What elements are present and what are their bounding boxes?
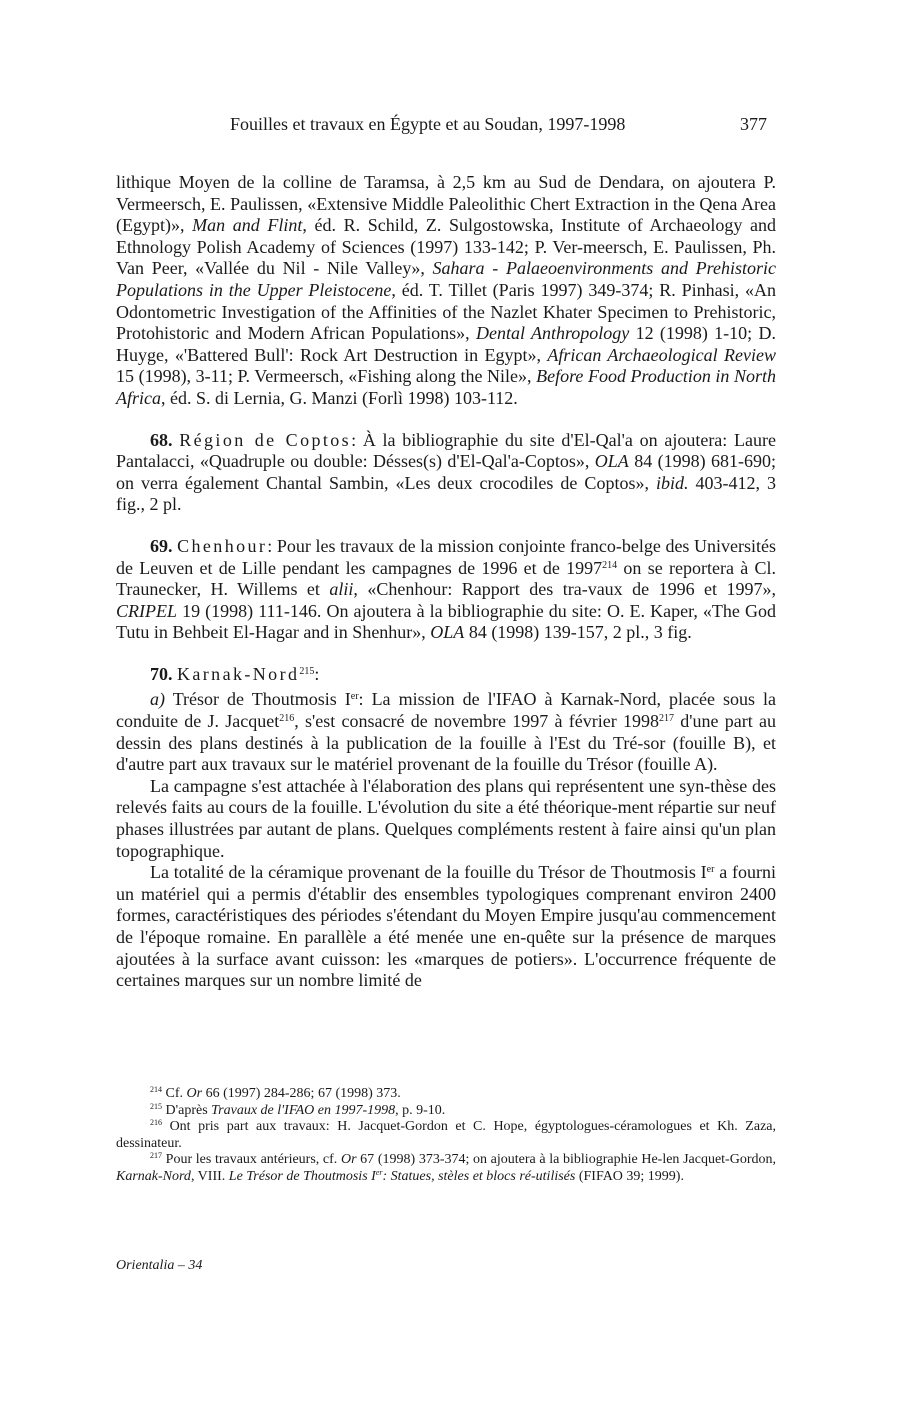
text-run: 15 (1998), 3-11; P. Vermeersch, «Fishing along the Nile», bbox=[116, 366, 537, 387]
text-run: d'une part au dessin des plans destinés à la publication de la fouille à l'Est du Tré-sor (fouille B), et d'autre part aux travaux sur le matériel provenant de la fouille du Trésor (fouille A). bbox=[116, 711, 776, 775]
page-number: 377 bbox=[740, 114, 767, 134]
footnote-number: 214 bbox=[150, 1085, 162, 1094]
text-run: D'après bbox=[162, 1102, 212, 1118]
text-run: , éd. S. di Lernia, G. Manzi (Forlì 1998) 103-112. bbox=[161, 387, 518, 408]
section-69 bbox=[116, 536, 776, 644]
text-run: , s'est consacré de novembre 1997 à février 1998 bbox=[294, 711, 659, 732]
ordinal-suffix: er bbox=[706, 864, 715, 876]
section-70-p2: La campagne s'est attachée à l'élaboration des plans qui représentent une syn-thèse des relevés faits au cours de la fouille. L'évolution du site a été théorique-ment répartie sur neuf phases illustrées par autant de plans. Quelques compléments restent à faire ainsi qu'un plan topographique. bbox=[116, 775, 776, 861]
section-70-heading bbox=[116, 664, 776, 686]
page-signature: Orientalia – 34 bbox=[116, 1258, 203, 1273]
italic-title: Man and Flint bbox=[192, 215, 303, 236]
italic-title: Sahara - Palaeoenvironments and Prehistoric Populations in the Upper Pleistocene bbox=[116, 258, 776, 300]
italic-title: Or bbox=[340, 1152, 357, 1167]
section-number: 68. bbox=[150, 429, 173, 450]
running-title: Fouilles et travaux en Égypte et au Soudan, 1997-1998 bbox=[230, 114, 626, 134]
text-run: Pour les travaux antérieurs, cf. bbox=[162, 1152, 341, 1167]
footnote-number: 215 bbox=[150, 1101, 162, 1111]
text-run: : À la bibliographie du site d'El-Qal'a on ajoutera: Laure Pantalacci, «Quadruple ou double: Désses(s) d'El-Qal'a-Coptos», bbox=[116, 429, 776, 472]
item-label: a) bbox=[150, 689, 165, 710]
italic-title: : Statues, stèles et blocs ré-utilisés bbox=[382, 1168, 576, 1184]
section-number: 70. bbox=[150, 663, 173, 684]
ordinal-suffix: er bbox=[375, 1167, 383, 1177]
section-heading: Karnak-Nord bbox=[177, 663, 300, 684]
text-run: Ont pris part aux travaux: H. Jacquet-Gordon et C. Hope, égyptologues-céramologues et Kh. Zaza, dessinateur. bbox=[116, 1119, 776, 1151]
section-68 bbox=[116, 430, 776, 516]
footnote-214 bbox=[116, 1086, 776, 1103]
italic-title: Before Food Production in North Africa bbox=[116, 366, 776, 408]
section-number: 69. bbox=[150, 535, 173, 556]
italic-title: Or bbox=[186, 1086, 203, 1101]
italic-title: Karnak-Nord bbox=[116, 1168, 191, 1184]
footnote-217 bbox=[116, 1152, 776, 1185]
text-run: 19 (1998) 111-146. On ajoutera à la bibliographie du site: O. E. Kaper, «The God Tutu in Behbeit El-Hagar and in Shenhur», bbox=[116, 600, 776, 643]
text-run: La totalité de la céramique provenant de la fouille du Trésor de Thoutmosis I bbox=[150, 862, 707, 883]
text-run: , éd. R. Schild, Z. Sulgostowska, Institute of Archaeology and Ethnology Polish Academy of Sciences (1997) 133-142; P. Ver-meersch, E. Paulissen, Ph. Van Peer, «Vallée du Nil - Nile Valley», bbox=[116, 215, 777, 279]
section-heading: Région de Coptos bbox=[179, 429, 352, 450]
text-run: on se reportera à Cl. Traunecker, H. Willems et bbox=[116, 557, 776, 600]
footnote-number: 217 bbox=[150, 1151, 162, 1160]
footnote-215 bbox=[116, 1103, 776, 1120]
section-70-p3 bbox=[116, 862, 776, 992]
text-run: : Pour les travaux de la mission conjointe franco-belge des Universités de Leuven et de Lille pendant les campagnes de 1996 et de 1997 bbox=[116, 535, 777, 578]
text-run: , éd. T. Tillet (Paris 1997) 349-374; R. Pinhasi, «An Odontometric Investigation of the Affinities of the Nazlet Khater Specimen to Prehistoric, Protohistoric and Modern African Populations», bbox=[116, 279, 776, 344]
footnote-ref: 216 bbox=[279, 713, 295, 725]
text-run: (FIFAO 39; 1999). bbox=[575, 1168, 684, 1184]
text-run: Cf. bbox=[162, 1086, 187, 1101]
italic-title: Dental Anthropology bbox=[475, 323, 630, 344]
italic-title: OLA bbox=[594, 451, 629, 472]
footnote-216 bbox=[116, 1119, 776, 1152]
text-run: : La mission de l'IFAO à Karnak-Nord, placée sous la conduite de J. Jacquet bbox=[116, 689, 777, 732]
italic-title: ibid. bbox=[655, 472, 689, 493]
footnotes bbox=[116, 1086, 776, 1185]
text-run: , «Chenhour: Rapport des tra-vaux de 1996 et 1997», bbox=[353, 579, 776, 600]
italic-title: Travaux de l'IFAO en 1997-1998 bbox=[211, 1102, 396, 1118]
text-run: , VIII. bbox=[190, 1168, 229, 1184]
text-run: a fourni un matériel qui a permis d'établir des ensembles typologiques comprenant environ 2400 formes, caractéristiques des périodes s'étendant du Moyen Empire jusqu'au commencement de l'époque romaine. En parallèle a été menée une en-quête sur la présence de marques ajoutées à la surface avant cuisson: les «marques de potiers». L'occurrence fréquente de certaines marques sur un nombre limité de bbox=[116, 862, 776, 991]
italic-title: Le Trésor de Thoutmosis I bbox=[228, 1168, 376, 1184]
text-run: : bbox=[314, 663, 320, 684]
text-run: 84 (1998) 139-157, 2 pl., 3 fig. bbox=[464, 622, 692, 643]
intro-paragraph bbox=[116, 172, 776, 410]
italic-title: OLA bbox=[430, 622, 465, 643]
text-run: 12 (1998) 1-10; D. Huyge, «'Battered Bull': Rock Art Destruction in Egypt», bbox=[116, 323, 776, 365]
text-run: 66 (1997) 284-286; 67 (1998) 373. bbox=[202, 1086, 401, 1101]
text-run: 403-412, 3 fig., 2 pl. bbox=[116, 472, 776, 515]
italic-title: African Archaeological Review bbox=[547, 344, 776, 365]
italic-title: alii bbox=[329, 579, 354, 600]
running-header bbox=[0, 114, 906, 144]
text-run: lithique Moyen de la colline de Taramsa, à 2,5 km au Sud de Dendara, on ajoutera P. Vermeersch, E. Paulissen, «Extensive Middle Paleolithic Chert Extraction in the Qena Area (Egypt)», bbox=[116, 172, 776, 236]
footnote-ref: 214 bbox=[602, 559, 618, 571]
italic-title: CRIPEL bbox=[116, 600, 177, 621]
text-run: Trésor de Thoutmosis I bbox=[165, 689, 351, 710]
footnote-ref: 215 bbox=[299, 665, 315, 677]
text-run: 84 (1998) 681-690; on verra également Chantal Sambin, «Les deux crocodiles de Coptos», bbox=[116, 451, 777, 493]
footnote-number: 216 bbox=[150, 1118, 162, 1127]
footnote-ref: 217 bbox=[658, 713, 674, 725]
text-run: , p. 9-10. bbox=[395, 1102, 446, 1118]
ordinal-suffix: er bbox=[350, 691, 359, 703]
section-70-a bbox=[116, 689, 776, 775]
section-heading: Chenhour bbox=[177, 535, 268, 556]
text-run: 67 (1998) 373-374; on ajoutera à la bibliographie He-len Jacquet-Gordon, bbox=[356, 1152, 776, 1167]
main-text bbox=[116, 172, 776, 992]
